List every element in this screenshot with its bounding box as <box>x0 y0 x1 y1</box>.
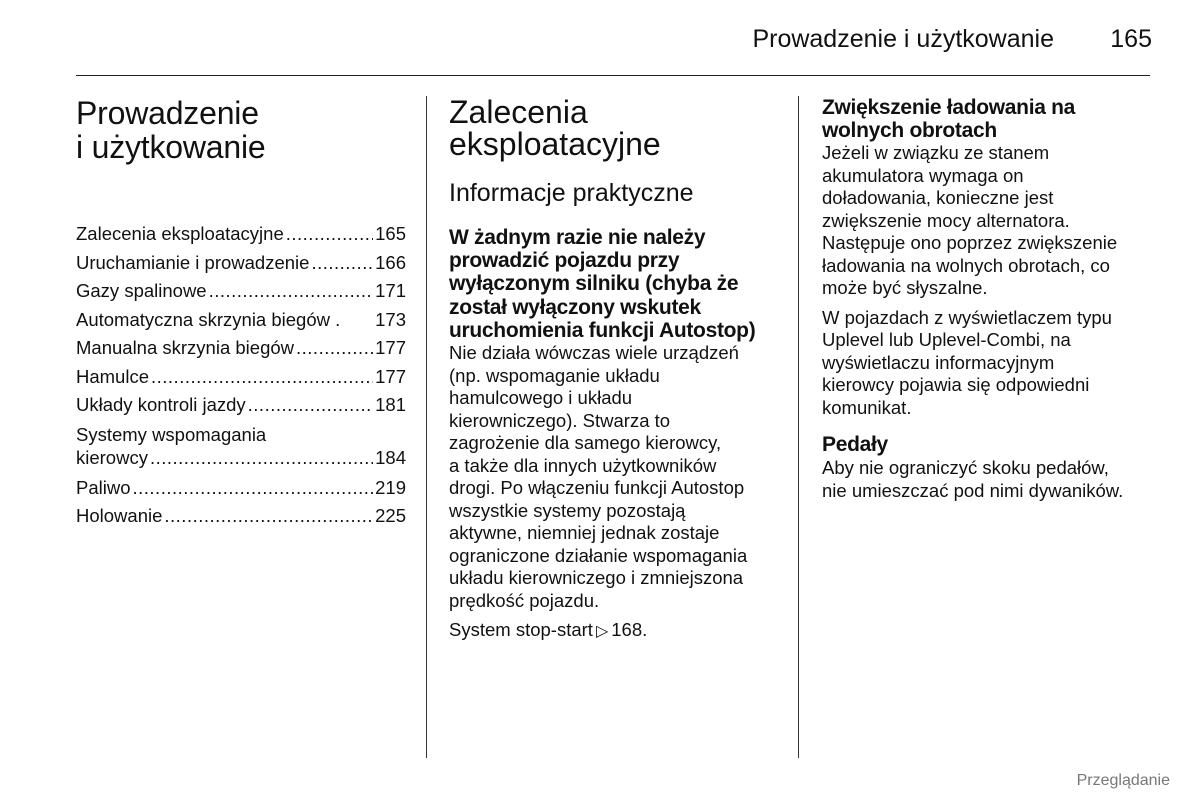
body-line: W pojazdach z wyświetlaczem typu <box>822 306 1112 328</box>
section-column <box>449 96 779 644</box>
idle-charging-paragraph-1 <box>822 142 1162 300</box>
section-title-line2: eksploatacyjne <box>449 126 661 162</box>
warning-body <box>449 342 779 612</box>
body-line: aktywne, niemniej jednak zostaje <box>449 522 720 544</box>
toc-entry-page: 225 <box>375 505 406 526</box>
toc-entry-label: Hamulce <box>76 365 149 387</box>
toc-entry-label: Układy kontroli jazdy <box>76 394 246 415</box>
toc-entry-label: Zalecenia eksploatacyjne <box>76 223 284 244</box>
chapter-title-line2: i użytkowanie <box>76 129 266 165</box>
body-line: ładowania na wolnych obrotach, co <box>822 254 1110 276</box>
toc-entry[interactable] <box>76 220 406 249</box>
toc-entry-label-line1: Systemy wspomagania <box>76 423 267 445</box>
toc-entry[interactable] <box>76 502 406 531</box>
body-line: zwiększenie mocy alternatora. <box>822 209 1070 231</box>
toc-leader-dots <box>151 363 373 392</box>
toc-leader-dots <box>209 277 374 306</box>
body-line: kierowcy pojawia się odpowiedni <box>822 374 1090 396</box>
body-line: hamulcowego i układu <box>449 387 633 409</box>
toc-leader-dots <box>248 391 373 420</box>
running-header-title: Prowadzenie i użytkowanie <box>752 25 1054 53</box>
body-line: akumulatora wymaga on <box>822 164 1024 186</box>
body-line: kierowniczego). Stwarza to <box>449 409 671 431</box>
cross-reference-label: System stop-start <box>449 619 593 641</box>
toc-entry-label: Holowanie <box>76 505 163 526</box>
body-line: a także dla innych użytkowników <box>449 454 717 476</box>
toc-entry-multiline[interactable] <box>76 423 406 469</box>
toc-entry-page: 219 <box>375 476 406 498</box>
page-number: 165 <box>1110 25 1152 53</box>
body-line: wyświetlaczu informacyjnym <box>822 351 1055 373</box>
toc-entry-label: Gazy spalinowe <box>76 280 207 301</box>
toc-entry[interactable] <box>76 249 406 278</box>
toc-leader-dots <box>286 220 373 249</box>
body-line: może być słyszalne. <box>822 277 988 299</box>
toc-leader-dots <box>133 474 374 503</box>
toc-entry-page: 177 <box>375 337 406 358</box>
toc-entry-page: 181 <box>375 394 406 415</box>
toc-entry-label: Automatyczna skrzynia biegów . <box>76 308 341 330</box>
section-title <box>449 96 779 160</box>
body-line: drogi. Po włączeniu funkcji Autostop <box>449 477 745 499</box>
warning-heading-line: prowadzić pojazdu przy <box>449 249 680 273</box>
idle-charging-heading <box>822 96 1162 142</box>
warning-heading-line: wyłączonym silniku (chyba że <box>449 272 739 296</box>
body-line: Aby nie ograniczyć skoku pedałów, <box>822 457 1109 479</box>
cross-reference-page: 168. <box>611 619 648 641</box>
body-line: komunikat. <box>822 396 912 418</box>
warning-heading-line: W żadnym razie nie należy <box>449 226 706 249</box>
content-column <box>822 96 1162 502</box>
toc-entry-page: 177 <box>375 365 406 387</box>
toc-entry[interactable] <box>76 363 406 392</box>
toc-entry-page: 171 <box>375 280 406 301</box>
toc-entry[interactable] <box>76 391 406 420</box>
toc-entry-page: 165 <box>375 223 406 244</box>
toc-entry[interactable] <box>76 277 406 306</box>
toc-entry-label: Uruchamianie i prowadzenie <box>76 251 310 273</box>
body-line: Jeżeli w związku ze stanem <box>822 142 1050 164</box>
chapter-title <box>76 96 406 164</box>
chapter-column <box>76 96 406 531</box>
toc-leader-dots <box>164 502 373 531</box>
toc-leader-dots <box>150 446 373 469</box>
heading-line: Zwiększenie ładowania na <box>822 96 1076 119</box>
cross-reference[interactable] <box>449 619 779 644</box>
body-line: prędkość pojazdu. <box>449 589 600 611</box>
column-divider-2 <box>798 96 799 758</box>
toc-entry-page: 173 <box>375 308 406 330</box>
warning-heading-line: uruchomienia funkcji Autostop) <box>449 318 756 342</box>
body-line: ograniczone działanie wspomagania <box>449 544 748 566</box>
heading-line: wolnych obrotach <box>822 119 997 143</box>
body-line: Uplevel lub Uplevel-Combi, na <box>822 329 1071 351</box>
toc-entry[interactable] <box>76 474 406 503</box>
column-divider-1 <box>426 96 427 758</box>
toc-leader-dots <box>296 334 373 363</box>
body-line: zagrożenie dla samego kierowcy, <box>449 432 722 454</box>
body-line: doładowania, konieczne jest <box>822 187 1054 209</box>
watermark-text: Przeglądanie <box>1076 772 1170 789</box>
toc-entry-page: 184 <box>375 446 406 468</box>
toc-entry-label: Paliwo <box>76 476 131 498</box>
toc-entry-label: kierowcy <box>76 446 148 468</box>
body-line: wszystkie systemy pozostają <box>449 499 686 521</box>
table-of-contents <box>76 220 406 531</box>
pedals-heading: Pedały <box>822 433 888 457</box>
chapter-title-line1: Prowadzenie <box>76 95 259 131</box>
subsection-title: Informacje praktyczne <box>449 179 694 207</box>
body-line: (np. wspomaganie układu <box>449 364 660 386</box>
warning-heading-line: został wyłączony wskutek <box>449 295 701 319</box>
toc-leader-dots <box>311 249 373 278</box>
toc-entry-label: Manualna skrzynia biegów <box>76 337 295 358</box>
toc-entry-page: 166 <box>375 251 406 273</box>
body-line: układu kierowniczego i zmniejszona <box>449 567 744 589</box>
pedals-paragraph <box>822 457 1162 502</box>
warning-heading <box>449 226 779 342</box>
toc-entry <box>76 446 406 469</box>
section-title-line1: Zalecenia <box>449 94 588 130</box>
reference-arrow-icon: ▷ <box>595 623 609 641</box>
body-line: Nie działa wówczas wiele urządzeń <box>449 342 739 364</box>
idle-charging-paragraph-2 <box>822 307 1162 420</box>
body-line: Następuje ono poprzez zwiększenie <box>822 232 1118 254</box>
body-line: nie umieszczać pod nimi dywaników. <box>822 479 1124 501</box>
toc-entry[interactable] <box>76 334 406 363</box>
toc-entry[interactable] <box>76 306 406 335</box>
header-divider <box>76 75 1150 76</box>
